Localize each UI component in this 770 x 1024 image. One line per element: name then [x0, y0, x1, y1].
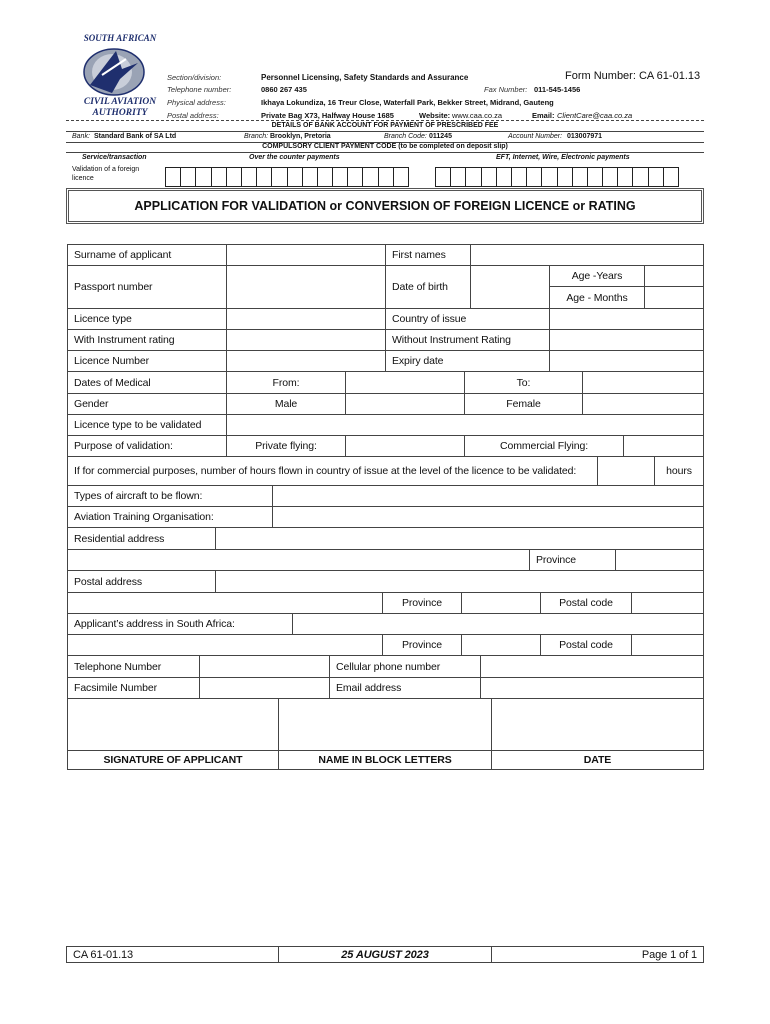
telephone-number-label: Telephone Number — [67, 655, 200, 678]
expiry-input[interactable] — [549, 350, 704, 372]
sa-postal-code-input[interactable] — [631, 634, 704, 656]
code-digit-box[interactable] — [602, 167, 617, 187]
hours-question-label: If for commercial purposes, number of hours flown in country of issue at the level of the licence to be validated: — [67, 456, 598, 486]
licence-validated-label: Licence type to be validated — [67, 414, 227, 436]
date-input[interactable] — [491, 698, 704, 751]
sa-address-line-2[interactable] — [67, 634, 383, 656]
code-digit-box[interactable] — [378, 167, 393, 187]
footer-form-code: CA 61-01.13 — [66, 946, 279, 963]
code-digit-box[interactable] — [435, 167, 450, 187]
postal-province-label: Province — [382, 592, 462, 614]
code-digit-box[interactable] — [180, 167, 195, 187]
code-digit-box[interactable] — [572, 167, 587, 187]
fax-label: Fax Number: — [484, 85, 528, 94]
form-title: APPLICATION FOR VALIDATION or CONVERSION OF FOREIGN LICENCE or RATING — [66, 188, 704, 224]
gender-label: Gender — [67, 393, 227, 415]
telephone-label: Telephone number: — [167, 85, 232, 94]
commercial-flying-label: Commercial Flying: — [464, 435, 624, 457]
dates-medical-label: Dates of Medical — [67, 371, 227, 394]
licence-type-label: Licence type — [67, 308, 227, 330]
medical-to-input[interactable] — [582, 371, 704, 394]
bank-value: Standard Bank of SA Ltd — [94, 133, 177, 140]
private-flying-input[interactable] — [345, 435, 465, 457]
footer-date: 25 AUGUST 2023 — [278, 946, 492, 963]
section-value: Personnel Licensing, Safety Standards and Assurance — [261, 73, 469, 82]
block-letters-label: NAME IN BLOCK LETTERS — [278, 750, 492, 770]
purpose-label: Purpose of validation: — [67, 435, 227, 457]
dob-label: Date of birth — [385, 265, 471, 309]
male-checkbox[interactable] — [345, 393, 465, 415]
branch-value: Brooklyn, Pretoria — [270, 133, 331, 140]
facsimile-input[interactable] — [199, 677, 330, 699]
medical-from-label: From: — [226, 371, 346, 394]
code-digit-box[interactable] — [226, 167, 241, 187]
org-name-bottom — [60, 97, 180, 119]
age-months-label: Age - Months — [549, 286, 645, 309]
code-digit-box[interactable] — [195, 167, 210, 187]
caa-logo-icon — [82, 45, 146, 97]
medical-from-input[interactable] — [345, 371, 465, 394]
code-digit-box[interactable] — [256, 167, 271, 187]
private-flying-label: Private flying: — [226, 435, 346, 457]
aircraft-types-input[interactable] — [272, 485, 704, 507]
bank-divider-1 — [66, 131, 704, 132]
code-digit-box[interactable] — [663, 167, 678, 187]
licence-number-input[interactable] — [226, 350, 386, 372]
female-checkbox[interactable] — [582, 393, 704, 415]
physical-value: Ikhaya Lokundiza, 16 Treur Close, Waterfall Park, Bekker Street, Midrand, Gauteng — [261, 98, 554, 107]
client-code-heading: COMPULSORY CLIENT PAYMENT CODE (to be completed on deposit slip) — [262, 143, 508, 150]
eft-payment-code-boxes[interactable] — [435, 167, 679, 187]
org-name-line-2: AUTHORITY — [92, 108, 148, 118]
org-name-line-1: CIVIL AVIATION — [83, 97, 157, 107]
physical-label: Physical address: — [167, 98, 226, 107]
code-digit-box[interactable] — [511, 167, 526, 187]
counter-label: Over the counter payments — [249, 154, 340, 161]
postal-code-label: Postal code — [540, 592, 632, 614]
email-value[interactable]: ClientCare@caa.co.za — [557, 111, 633, 120]
country-issue-input[interactable] — [549, 308, 704, 330]
code-digit-box[interactable] — [541, 167, 556, 187]
code-digit-box[interactable] — [302, 167, 317, 187]
postal-address-input[interactable] — [215, 570, 704, 593]
code-digit-box[interactable] — [317, 167, 332, 187]
postal-label: Postal address: — [167, 111, 219, 120]
age-months-input[interactable] — [644, 286, 704, 309]
form-number: Form Number: CA 61-01.13 — [565, 70, 701, 82]
code-digit-box[interactable] — [587, 167, 602, 187]
postal-value: Private Bag X73, Halfway House 1685 — [261, 111, 394, 120]
code-digit-box[interactable] — [241, 167, 256, 187]
fax-value: 011-545-1456 — [534, 85, 581, 94]
licence-type-input[interactable] — [226, 308, 386, 330]
residential-label: Residential address — [67, 527, 216, 550]
website-label: Website: — [419, 111, 451, 120]
account-value: 013007971 — [567, 133, 603, 140]
email-address-label: Email address — [329, 677, 481, 699]
sa-province-input[interactable] — [461, 634, 541, 656]
code-digit-box[interactable] — [362, 167, 377, 187]
residential-address-line-2[interactable] — [67, 549, 530, 571]
ato-label: Aviation Training Organisation: — [67, 506, 273, 528]
website-value[interactable]: www.caa.co.za — [452, 111, 503, 120]
surname-input[interactable] — [226, 244, 386, 266]
code-digit-box[interactable] — [211, 167, 226, 187]
section-label: Section/division: — [167, 73, 222, 82]
with-instrument-label: With Instrument rating — [67, 329, 227, 351]
sa-address-input[interactable] — [292, 613, 704, 635]
hours-input[interactable] — [597, 456, 655, 486]
female-label: Female — [464, 393, 583, 415]
code-digit-box[interactable] — [648, 167, 663, 187]
residential-province-input[interactable] — [615, 549, 704, 571]
surname-label: Surname of applicant — [67, 244, 227, 266]
bank-label: Bank: — [72, 133, 90, 140]
code-digit-box[interactable] — [332, 167, 347, 187]
counter-payment-code-boxes[interactable] — [165, 167, 409, 187]
residential-input[interactable] — [215, 527, 704, 550]
medical-to-label: To: — [464, 371, 583, 394]
code-digit-box[interactable] — [632, 167, 647, 187]
telephone-number-input[interactable] — [199, 655, 330, 678]
branch-code-label: Branch Code: — [384, 133, 427, 140]
code-digit-box[interactable] — [347, 167, 362, 187]
email-address-input[interactable] — [480, 677, 704, 699]
ato-input[interactable] — [272, 506, 704, 528]
aircraft-types-label: Types of aircraft to be flown: — [67, 485, 273, 507]
expiry-label: Expiry date — [385, 350, 550, 372]
org-name-top: SOUTH AFRICAN — [83, 33, 157, 43]
code-digit-box[interactable] — [287, 167, 302, 187]
code-digit-box[interactable] — [617, 167, 632, 187]
cellular-input[interactable] — [480, 655, 704, 678]
code-digit-box[interactable] — [450, 167, 465, 187]
footer-page: Page 1 of 1 — [491, 946, 704, 963]
licence-number-label: Licence Number — [67, 350, 227, 372]
eft-label: EFT, Internet, Wire, Electronic payments — [496, 154, 630, 161]
postal-address-line-2[interactable] — [67, 592, 383, 614]
bank-top-divider — [66, 120, 704, 121]
cellular-label: Cellular phone number — [329, 655, 481, 678]
first-names-input[interactable] — [470, 244, 704, 266]
age-years-input[interactable] — [644, 265, 704, 287]
commercial-flying-input[interactable] — [623, 435, 704, 457]
date-label: DATE — [491, 750, 704, 770]
postal-code-input[interactable] — [631, 592, 704, 614]
sa-postal-code-label: Postal code — [540, 634, 632, 656]
account-label: Account Number: — [508, 133, 563, 140]
age-years-label: Age -Years — [549, 265, 645, 287]
code-digit-box[interactable] — [271, 167, 286, 187]
hours-unit-label: hours — [654, 456, 704, 486]
code-digit-box[interactable] — [526, 167, 541, 187]
code-digit-box[interactable] — [465, 167, 480, 187]
code-digit-box[interactable] — [481, 167, 496, 187]
sa-province-label: Province — [382, 634, 462, 656]
email-label: Email: — [532, 111, 555, 120]
facsimile-label: Facsimile Number — [67, 677, 200, 699]
country-issue-label: Country of issue — [385, 308, 550, 330]
passport-input[interactable] — [226, 265, 386, 309]
without-instrument-label: Without Instrument Rating — [385, 329, 550, 351]
postal-address-label: Postal address — [67, 570, 216, 593]
male-label: Male — [226, 393, 346, 415]
validation-label: Validation of a foreign licence — [72, 166, 140, 182]
sa-address-label: Applicant’s address in South Africa: — [67, 613, 293, 635]
residential-province-label: Province — [529, 549, 616, 571]
telephone-value: 0860 267 435 — [261, 85, 307, 94]
code-digit-box[interactable] — [496, 167, 511, 187]
with-instrument-input[interactable] — [226, 329, 386, 351]
first-names-label: First names — [385, 244, 471, 266]
code-digit-box[interactable] — [557, 167, 572, 187]
signature-label: SIGNATURE OF APPLICANT — [67, 750, 279, 770]
postal-province-input[interactable] — [461, 592, 541, 614]
without-instrument-input[interactable] — [549, 329, 704, 351]
block-letters-input[interactable] — [278, 698, 492, 751]
bank-divider-3 — [66, 152, 704, 153]
branch-code-value: 011245 — [429, 133, 452, 140]
branch-label: Branch: — [244, 133, 269, 140]
dob-input[interactable] — [470, 265, 550, 309]
signature-input[interactable] — [67, 698, 279, 751]
licence-validated-input[interactable] — [226, 414, 704, 436]
service-label: Service/transaction — [82, 154, 147, 161]
bank-details-heading: DETAILS OF BANK ACCOUNT FOR PAYMENT OF PRESCRIBED FEE — [271, 122, 499, 129]
passport-label: Passport number — [67, 265, 227, 309]
code-digit-box[interactable] — [165, 167, 180, 187]
code-digit-box[interactable] — [393, 167, 408, 187]
